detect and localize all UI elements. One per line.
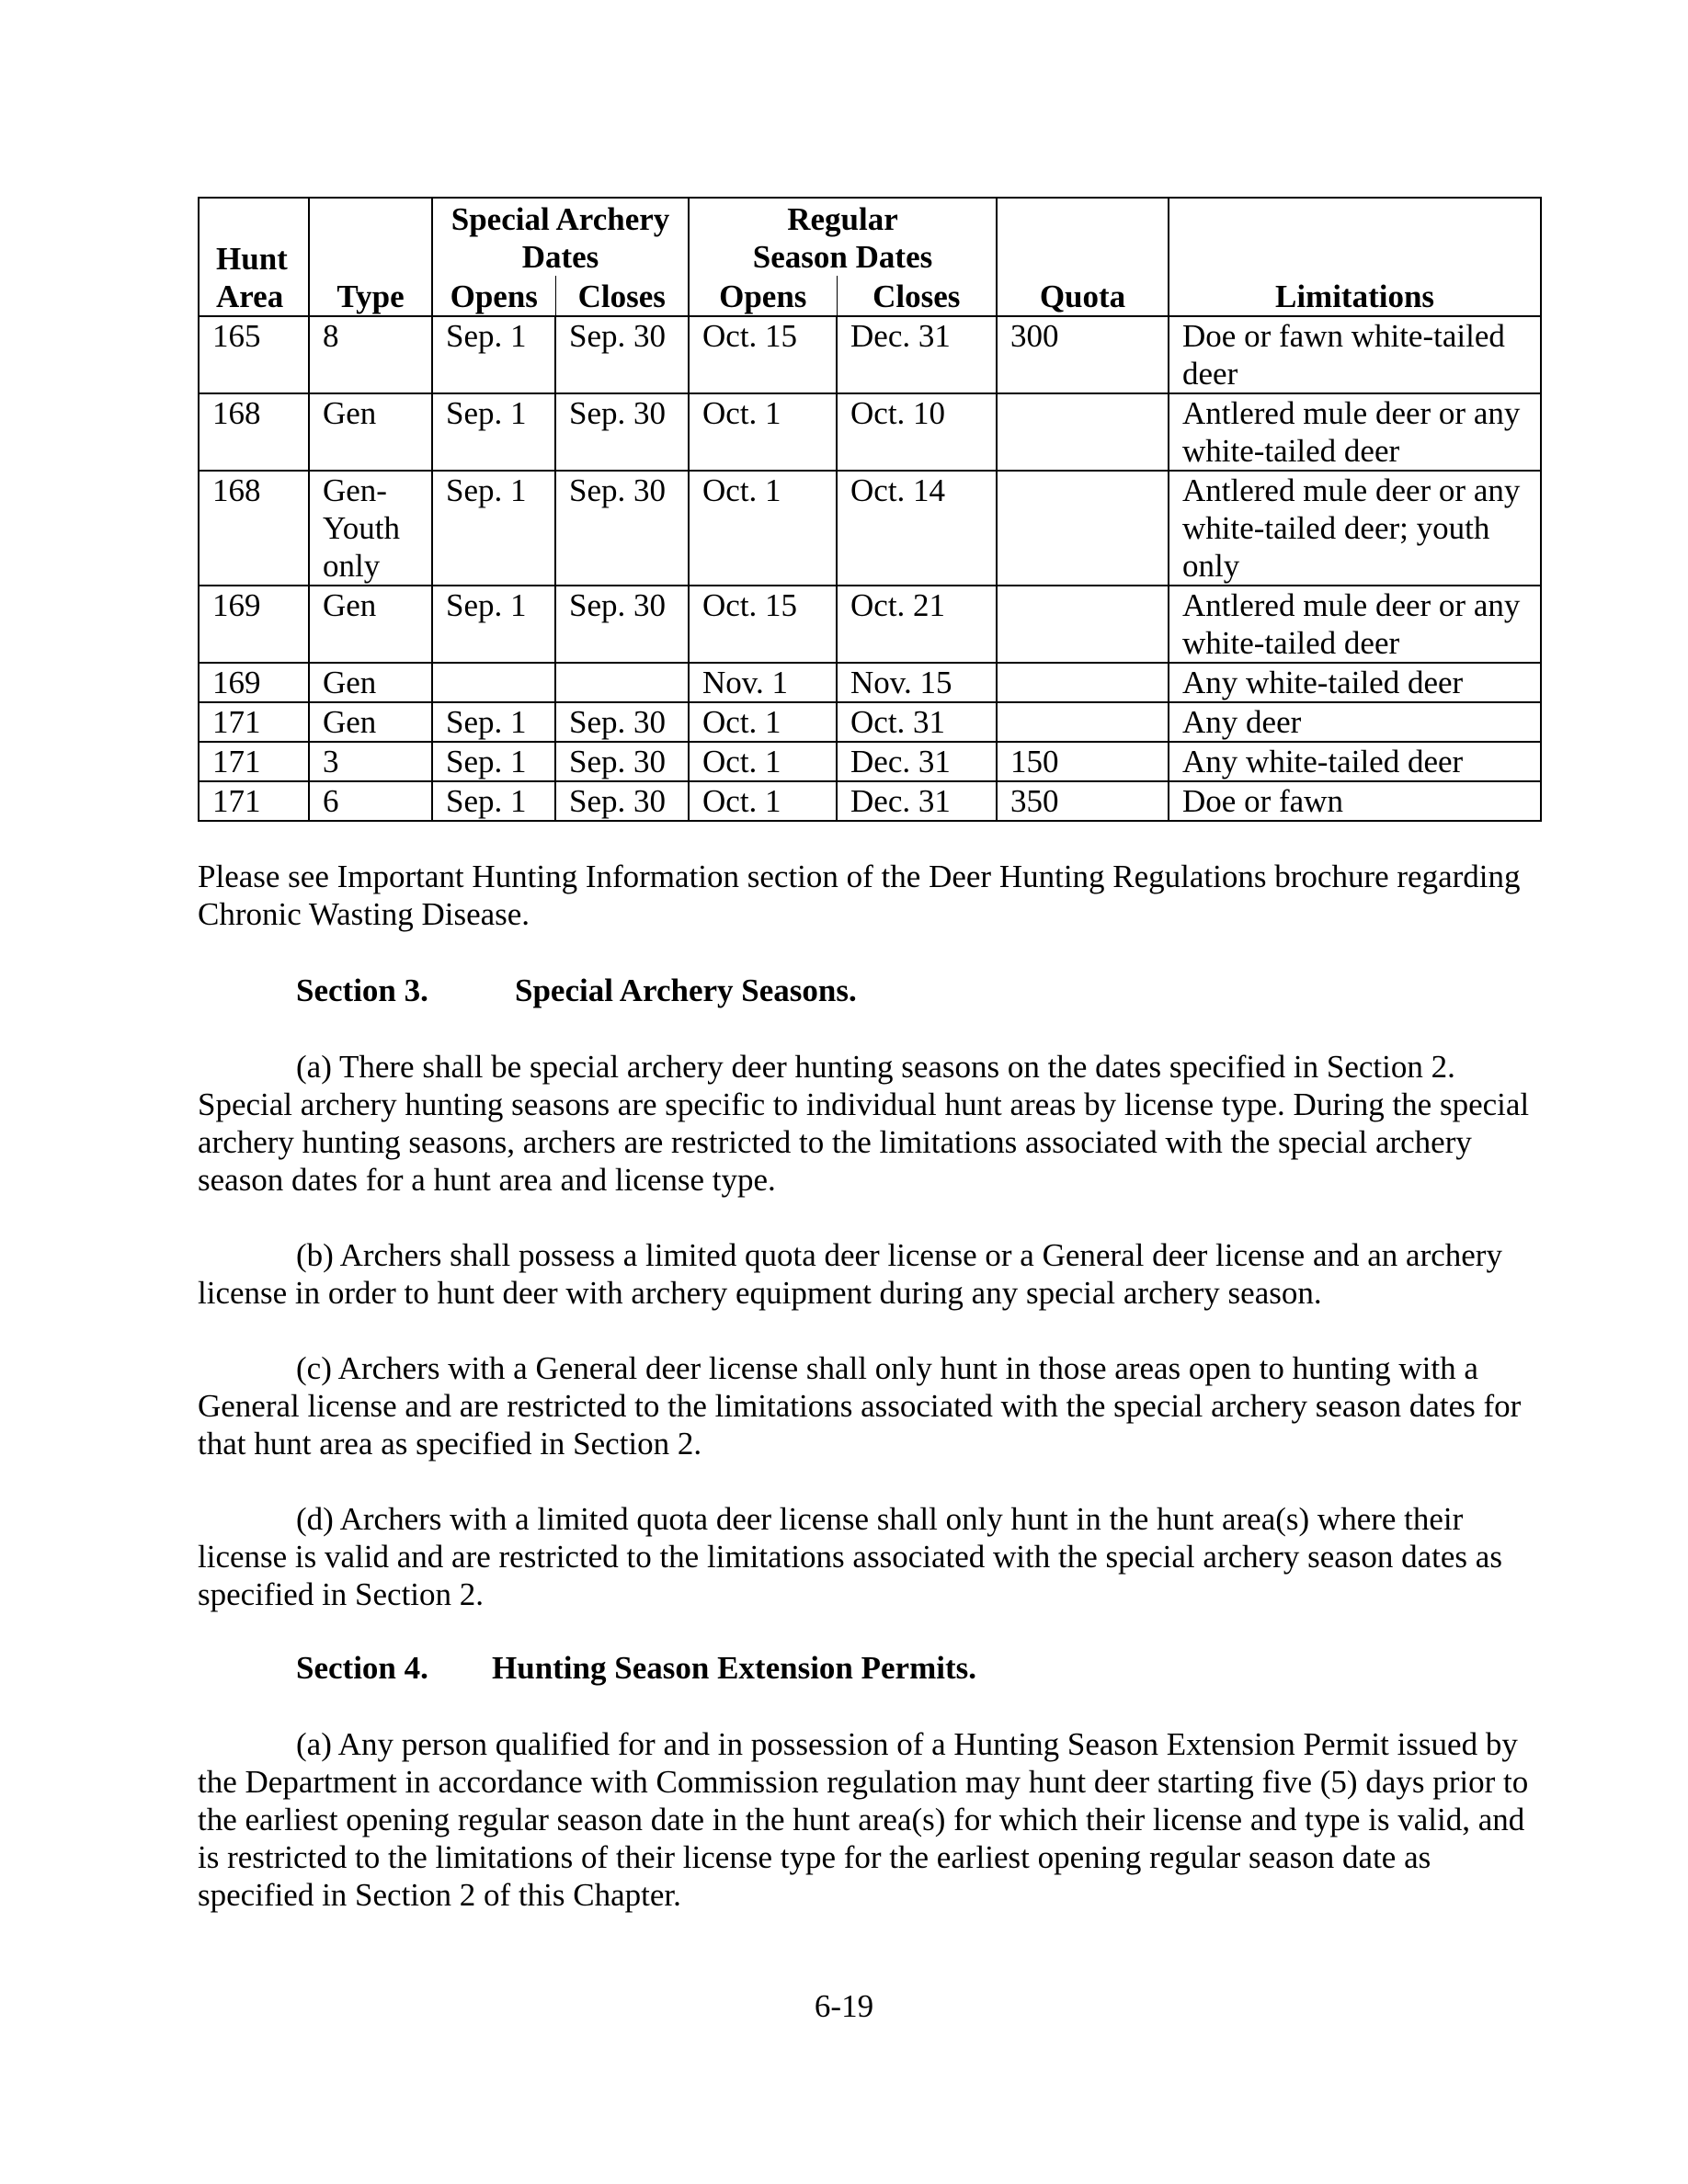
header-special-archery-dates: Special Archery Dates: [432, 198, 689, 276]
section-3-paragraph-d: (d) Archers with a limited quota deer license shall only hunt in the hunt area(s) where their license is valid and are restricted to the limitations associated with the special archery season dates as specified in Section 2.: [198, 1501, 1502, 1612]
cell-archery-opens: Sep. 1: [432, 471, 555, 586]
cell-quota: 350: [997, 781, 1169, 821]
cell-regular-opens: Oct. 1: [689, 471, 837, 586]
table-row: [199, 742, 1541, 781]
cell-quota: [997, 586, 1169, 663]
cell-regular-opens: Oct. 1: [689, 702, 837, 742]
cell-archery-closes: Sep. 30: [555, 471, 689, 586]
cell-limitations: Any white-tailed deer: [1169, 663, 1541, 702]
table-row: [199, 586, 1541, 663]
cell-regular-opens: Oct. 15: [689, 586, 837, 663]
cell-archery-opens: Sep. 1: [432, 393, 555, 471]
cell-regular-opens: Nov. 1: [689, 663, 837, 702]
cell-hunt-area: 168: [199, 471, 309, 586]
cell-archery-closes: Sep. 30: [555, 702, 689, 742]
header-quota: Quota: [997, 198, 1169, 316]
cell-archery-opens: Sep. 1: [432, 742, 555, 781]
cell-regular-closes: Dec. 31: [837, 316, 997, 393]
cell-regular-opens: Oct. 15: [689, 316, 837, 393]
cell-archery-closes: Sep. 30: [555, 316, 689, 393]
table-row: [199, 702, 1541, 742]
header-limitations: Limitations: [1169, 198, 1541, 316]
cell-quota: [997, 393, 1169, 471]
cwd-note: Please see Important Hunting Information section of the Deer Hunting Regulations brochure regarding Chronic Wasting Disease.: [198, 859, 1521, 932]
cell-regular-closes: Nov. 15: [837, 663, 997, 702]
cell-archery-closes: Sep. 30: [555, 742, 689, 781]
cell-regular-closes: Dec. 31: [837, 781, 997, 821]
table-row: [199, 316, 1541, 393]
cell-hunt-area: 169: [199, 586, 309, 663]
cell-archery-opens: Sep. 1: [432, 586, 555, 663]
cell-hunt-area: 171: [199, 781, 309, 821]
cell-regular-opens: Oct. 1: [689, 393, 837, 471]
header-regular-season-dates: Regular Season Dates: [689, 198, 997, 276]
table-row: [199, 393, 1541, 471]
cell-type: Gen: [309, 702, 432, 742]
cell-limitations: Any white-tailed deer: [1169, 742, 1541, 781]
header-archery-closes: Closes: [555, 276, 689, 316]
cell-archery-closes: Sep. 30: [555, 393, 689, 471]
section-3-paragraph-a: (a) There shall be special archery deer hunting seasons on the dates specified in Section 2. Special archery hunting seasons are specific to individual hunt areas by license type. During the special archery hunting seasons, archers are restricted to the limitations associated with the special archery season dates for a hunt area and license type.: [198, 1049, 1530, 1198]
table-row: [199, 663, 1541, 702]
section-4-title: Hunting Season Extension Permits.: [492, 1650, 976, 1686]
cell-limitations: Doe or fawn white-tailed deer: [1169, 316, 1541, 393]
section-4-number: Section 4.: [296, 1650, 428, 1686]
cell-regular-opens: Oct. 1: [689, 742, 837, 781]
cell-type: 8: [309, 316, 432, 393]
cell-archery-opens: Sep. 1: [432, 316, 555, 393]
section-3-paragraph-c: (c) Archers with a General deer license shall only hunt in those areas open to hunting with a General license and are restricted to the limitations associated with the special archery season dates for that hunt area as specified in Section 2.: [198, 1350, 1522, 1462]
cell-regular-closes: Oct. 10: [837, 393, 997, 471]
cell-regular-closes: Oct. 21: [837, 586, 997, 663]
cell-quota: 300: [997, 316, 1169, 393]
cell-regular-opens: Oct. 1: [689, 781, 837, 821]
cell-archery-closes: [555, 663, 689, 702]
cell-archery-closes: Sep. 30: [555, 586, 689, 663]
cell-quota: [997, 663, 1169, 702]
cell-limitations: Doe or fawn: [1169, 781, 1541, 821]
cell-archery-opens: Sep. 1: [432, 781, 555, 821]
section-4-paragraph-a: (a) Any person qualified for and in possession of a Hunting Season Extension Permit issued by the Department in accordance with Commission regulation may hunt deer starting five (5) days prior to the earliest opening regular season date in the hunt area(s) for which their license and type is valid, and is restricted to the limitations of their license type for the earliest opening regular season date as specified in Section 2 of this Chapter.: [198, 1726, 1529, 1913]
section-3-paragraph-b: (b) Archers shall possess a limited quota deer license or a General deer license and an archery license in order to hunt deer with archery equipment during any special archery season.: [198, 1237, 1502, 1311]
cell-regular-closes: Oct. 31: [837, 702, 997, 742]
cell-quota: 150: [997, 742, 1169, 781]
cell-type: Gen: [309, 586, 432, 663]
header-hunt-area: Hunt Area: [199, 198, 309, 316]
cell-hunt-area: 171: [199, 742, 309, 781]
cell-limitations: Antlered mule deer or any white-tailed deer: [1169, 393, 1541, 471]
cell-regular-closes: Oct. 14: [837, 471, 997, 586]
cell-hunt-area: 165: [199, 316, 309, 393]
table-row: [199, 781, 1541, 821]
page-number: 6-19: [814, 1988, 874, 2024]
cell-type: Gen: [309, 663, 432, 702]
cell-limitations: Any deer: [1169, 702, 1541, 742]
header-type: Type: [309, 198, 432, 316]
cell-hunt-area: 169: [199, 663, 309, 702]
cell-archery-opens: [432, 663, 555, 702]
cell-quota: [997, 471, 1169, 586]
cell-quota: [997, 702, 1169, 742]
section-3-number: Section 3.: [296, 973, 428, 1008]
cell-type: Gen: [309, 393, 432, 471]
header-regular-closes: Closes: [837, 276, 997, 316]
cell-limitations: Antlered mule deer or any white-tailed deer: [1169, 586, 1541, 663]
cell-hunt-area: 171: [199, 702, 309, 742]
cell-type: 3: [309, 742, 432, 781]
cell-archery-closes: Sep. 30: [555, 781, 689, 821]
header-archery-opens: Opens: [432, 276, 555, 316]
cell-type: Gen-Youth only: [309, 471, 432, 586]
table-row: [199, 471, 1541, 586]
cell-type: 6: [309, 781, 432, 821]
header-regular-opens: Opens: [689, 276, 837, 316]
cell-regular-closes: Dec. 31: [837, 742, 997, 781]
cell-hunt-area: 168: [199, 393, 309, 471]
section-3-title: Special Archery Seasons.: [515, 973, 857, 1008]
cell-limitations: Antlered mule deer or any white-tailed deer; youth only: [1169, 471, 1541, 586]
hunting-season-table: [198, 197, 1542, 822]
cell-archery-opens: Sep. 1: [432, 702, 555, 742]
